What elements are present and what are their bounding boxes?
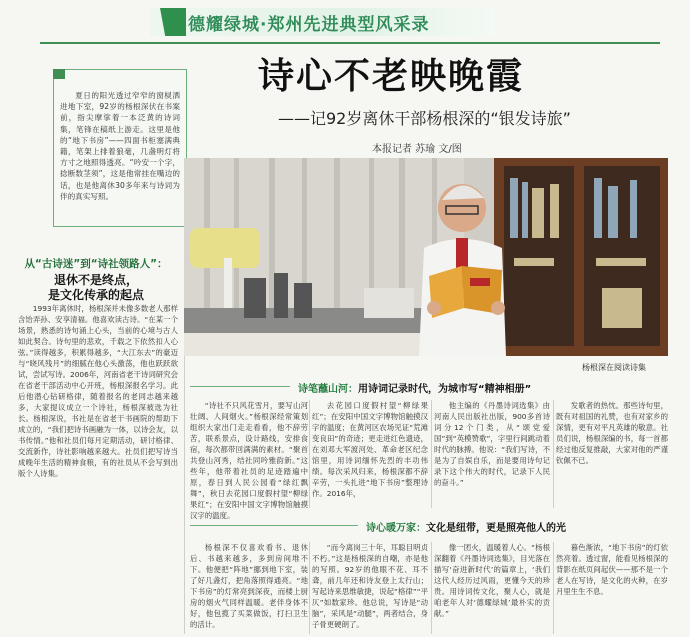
section2-heading-rest: 文化是纽带，更是照亮他人的光 [426, 523, 566, 534]
intro-box [53, 69, 187, 227]
photo-caption: 杨根深在阅读诗集 [582, 363, 646, 372]
section2-column-4: 暮色渐浓，“地下书房”的灯依然亮着。透过窗，能看见杨根深的背影在纸页间起伏——那不是一个老人在写诗，是文化的火种，在岁月里生生不息。 [556, 543, 668, 596]
left-column-text: 1993年离休时，杨根深并未像多数老人那样含饴弄孙、安享清福。他喜欢读古诗。“在某一个场景，熟悉的诗句涌上心头，当前的心境与古人如此契合。诗句里的悲欢，千载之下依然扣人心弦。”读得越多，积累得越多，“大江东去”的豪迈与“晓风残月”的细腻在他心头激荡，他也跃跃欲试，尝试写诗。2006年，河南省老干诗词研究会在省老干部活动中心开班，杨根深报名学习。此后他潜心钻研格律，随着报名的老同志越来越多，大家提议成立一个诗社，杨根深被选为社长。杨根深说，书社是在省老干书画院的帮助下成立的，“我们把诗书画融为一体，以诗会友，以书传情。”他和社员们每月定期活动，研讨格律、交流新作，诗社影响越来越大。社员们把写诗当成晚年生活的精神食粮，有的社员从不会写到出版个人诗集。 [18, 304, 178, 478]
subtitle: ——记92岁离休干部杨根深的“银发诗旅” [278, 109, 571, 128]
section1-rule-left [190, 386, 290, 387]
section2-heading [366, 519, 566, 534]
column-divider [553, 542, 554, 634]
section1-heading [298, 380, 531, 395]
section2-rule-left [190, 525, 358, 526]
left-section-kicker: 从“古诗迷”到“诗社领路人”： [24, 258, 168, 270]
column-divider [553, 400, 554, 508]
intro-corner-mark [53, 69, 65, 79]
headline: 诗心不老映晚霞 [258, 55, 525, 97]
column-divider [309, 542, 310, 634]
section2-column-3: 像一团火，温暖着人心。“杨根深翻着《丹墨诗词选集》，目光落在描写‘奋进新时代’的篇章上，‘我们这代人经历过风雨，更懂今天的珍贵。用诗词传文化，聚人心，就是咱老年人对‘德耀绿城’最朴实的贡献。” [434, 543, 550, 618]
section1-heading-rest: 用诗词记录时代，为城市写“精神相册” [358, 384, 532, 395]
left-section-title-line2: 是文化传承的起点 [47, 288, 144, 302]
photo-illustration [184, 158, 668, 356]
section1-column-4: 发歌者的热忱。那些诗句里，既有对祖国的礼赞，也有对家乡的深情，更有对平凡英雄的敬意。社员们说，杨根深编的书，每一首都经过他反复推敲，大家对他的严谨钦佩不已。 [556, 401, 668, 465]
banner-title: 德耀绿城·郑州先进典型风采录 [188, 15, 430, 35]
section1-heading-lead: 诗笔蘸山河： [298, 384, 358, 395]
intro-text: 夏日的阳光透过窄窄的窗棂洒进地下室，92岁的杨根深伏在书案前，指尖摩挲着一本泛黄的诗词集，笔锋在稿纸上游走。这里是他的“地下书房”——四面书柜塞满典籍，笔架上排着狼毫，几盏明灯将方寸之地照得透亮。“吟安一个字，捻断数茎须”，这是他常挂在嘴边的话，也是他离休30多年来与诗词为伴的真实写照。 [60, 91, 180, 201]
column-divider [431, 400, 432, 508]
byline: 本报记者 苏瑜 文/图 [372, 144, 462, 155]
section1-column-3: 他主编的《丹墨诗词选集》由河南人民出版社出版，900多首诗词分12个门类，从“颂党爱国”到“英模赞歌”，字里行间跳动着时代的脉搏。他说：“我们写诗，不是为了自娱自乐，而是要用诗句记录下这个伟大的时代，记录下人民的奋斗。” [434, 401, 550, 487]
column-divider [309, 400, 310, 508]
column-divider [431, 542, 432, 634]
section2-column-2: “而今离岗三十年，耳聪目明贞不朽。”这是杨根深的自嘲，亦是他的写照。92岁的他眼不花、耳不聋，前几年还和诗友登上太行山；写起诗来思维敏捷，说起“格律”“平仄”如数家珍。他总说，写诗是“动脑”，采风是“动腿”，两者结合，身子骨更硬朗了。 [312, 543, 428, 629]
section2-heading-lead: 诗心暖万家： [366, 523, 426, 534]
photo [184, 158, 668, 356]
section1-column-1: “诗社不只风花雪月，要写山河壮阔、人间烟火。”杨根深经常策划组织大家出门走走看看，他不辞劳苦，联系景点，设计路线，安排食宿，每次都带回满满的素材。“聚首共登山河秀，结社同吟雅韵新。”这些年，他带着社员的足迹踏遍中原，春日到人民公园看“绿红飘舞”，秋日去花园口度假村望“柳绿果红”；在安阳中国文字博物馆触摸汉字的温度。 [190, 401, 308, 520]
section1-column-2: 去花园口度假村望“柳绿果红”；在安阳中国文字博物馆触摸汉字的温度；在黄河区农场见证“荒滩变良田”的奇迹；更走进红色遗迹，在刘邓大军渡河处、革命老区纪念馆里，用诗词缅怀先烈的丰功伟绩。每次采风归来，杨根深都不辞辛劳，一头扎进“地下书房”整理诗作。2016年， [312, 401, 428, 498]
section2-column-1: 杨根深不仅喜欢看书、退休后、书越来越多，多到房间堆不下。他便把“阵地”挪到地下室，装了好几盏灯，把角落照得通亮。“地下书房”的灯常亮到深夜，而楼上厨房的烟火气同样温暖。老伴身体不好，他包揽了买菜做饭，打扫卫生的活计。 [190, 543, 308, 629]
left-section-title-line1: 退休不是终点， [53, 273, 138, 287]
